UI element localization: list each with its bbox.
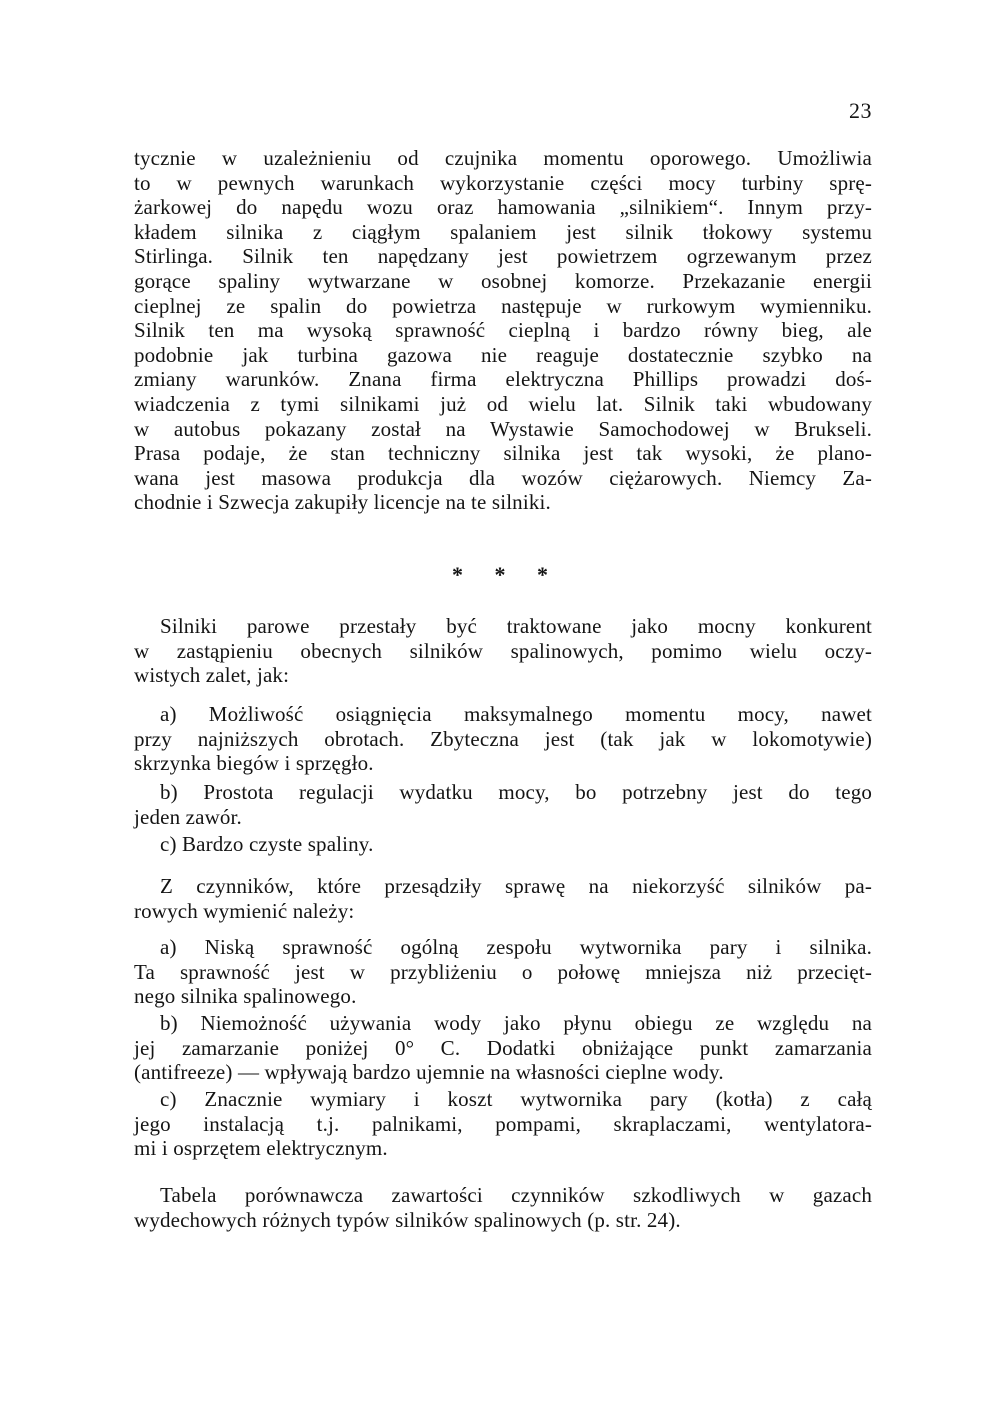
text-line: wana jest masowa produkcja dla wozów ciężarowych. Niemcy Za-: [134, 465, 872, 490]
text-line: Ta sprawność jest w przybliżeniu o połowę mniejsza niż przecięt-: [134, 959, 872, 984]
text-line: Prasa podaje, że stan techniczny silnika jest tak wysoki, że plano-: [134, 441, 872, 466]
text-line: c) Znacznie wymiary i koszt wytwornika pary (kotła) z całą: [160, 1087, 872, 1111]
text-line: tycznie w uzależnieniu od czujnika momentu oporowego. Umożliwia: [134, 146, 872, 170]
disadvantage-a: [134, 935, 872, 1009]
text-line: Silnik ten ma wysoką sprawność cieplną i bardzo równy bieg, ale: [134, 318, 872, 343]
text-line: b) Prostota regulacji wydatku mocy, bo potrzebny jest do tego: [160, 780, 872, 804]
text-line: wydechowych różnych typów silników spalinowych (p. str. 24).: [134, 1207, 681, 1232]
text-line: wiadczenia z tymi silnikami już od wielu lat. Silnik taki wbudowany: [134, 391, 872, 416]
text-line: gorące spaliny wytwarzane w osobnej komorze. Przekazanie energii: [134, 268, 872, 293]
text-line: b) Niemożność używania wody jako płynu obiegu ze względu na: [160, 1011, 872, 1035]
text-line: c) Bardzo czyste spaliny.: [160, 832, 374, 856]
text-line: skrzynka biegów i sprzęgło.: [134, 751, 374, 776]
text-line: a) Niską sprawność ogólną zespołu wytwornika pary i silnika.: [160, 935, 872, 959]
disadvantage-b: [134, 1011, 872, 1085]
text-line: nego silnika spalinowego.: [134, 984, 357, 1009]
paragraph-steam-engines-intro: [134, 614, 872, 688]
text-line: chodnie i Szwecja zakupiły licencje na te silniki.: [134, 490, 551, 515]
text-line: Z czynników, które przesądziły sprawę na niekorzyść silników pa-: [160, 874, 872, 898]
text-line: jego instalacją t.j. palnikami, pompami, skraplaczami, wentylatora-: [134, 1111, 872, 1136]
text-line: żarkowej do napędu wozu oraz hamowania „silnikiem“. Innym przy-: [134, 195, 872, 220]
page-number: 23: [849, 98, 872, 123]
paragraph-disadvantages-intro: [134, 874, 872, 923]
text-line: podobnie jak turbina gazowa nie reaguje dostatecznie szybko na: [134, 342, 872, 367]
text-line: kładem silnika z ciągłym spalaniem jest silnik tłokowy systemu: [134, 219, 872, 244]
text-line: mi i osprzętem elektrycznym.: [134, 1136, 388, 1161]
advantage-c: [134, 832, 872, 857]
text-line: (antifreeze) — wpływają bardzo ujemnie na własności cieplne wody.: [134, 1060, 724, 1085]
text-line: rowych wymienić należy:: [134, 898, 355, 923]
text-line: a) Możliwość osiągnięcia maksymalnego momentu mocy, nawet: [160, 702, 872, 726]
disadvantage-c: [134, 1087, 872, 1161]
text-line: to w pewnych warunkach wykorzystanie części mocy turbiny sprę-: [134, 170, 872, 195]
advantage-a: [134, 702, 872, 776]
text-line: Stirlinga. Silnik ten napędzany jest powietrzem ogrzewanym przez: [134, 244, 872, 269]
text-line: jej zamarzanie poniżej 0° C. Dodatki obniżające punkt zamarzania: [134, 1035, 872, 1060]
text-line: w zastąpieniu obecnych silników spalinowych, pomimo wielu oczy-: [134, 638, 872, 663]
text-line: cieplnej ze spalin do powietrza następuje w rurkowym wymienniku.: [134, 293, 872, 318]
text-line: w autobus pokazany został na Wystawie Samochodowej w Brukseli.: [134, 416, 872, 441]
section-divider-asterisks: * * *: [452, 562, 548, 587]
advantage-b: [134, 780, 872, 829]
text-line: jeden zawór.: [134, 804, 242, 829]
paragraph-stirling-engine: [134, 146, 872, 515]
paragraph-table-reference: [134, 1183, 872, 1232]
text-line: przy najniższych obrotach. Zbyteczna jest (tak jak w lokomotywie): [134, 726, 872, 751]
text-line: zmiany warunków. Znana firma elektryczna Phillips prowadzi doś-: [134, 367, 872, 392]
text-line: Tabela porównawcza zawartości czynników szkodliwych w gazach: [160, 1183, 872, 1207]
text-line: Silniki parowe przestały być traktowane jako mocny konkurent: [160, 614, 872, 638]
text-line: wistych zalet, jak:: [134, 663, 290, 688]
